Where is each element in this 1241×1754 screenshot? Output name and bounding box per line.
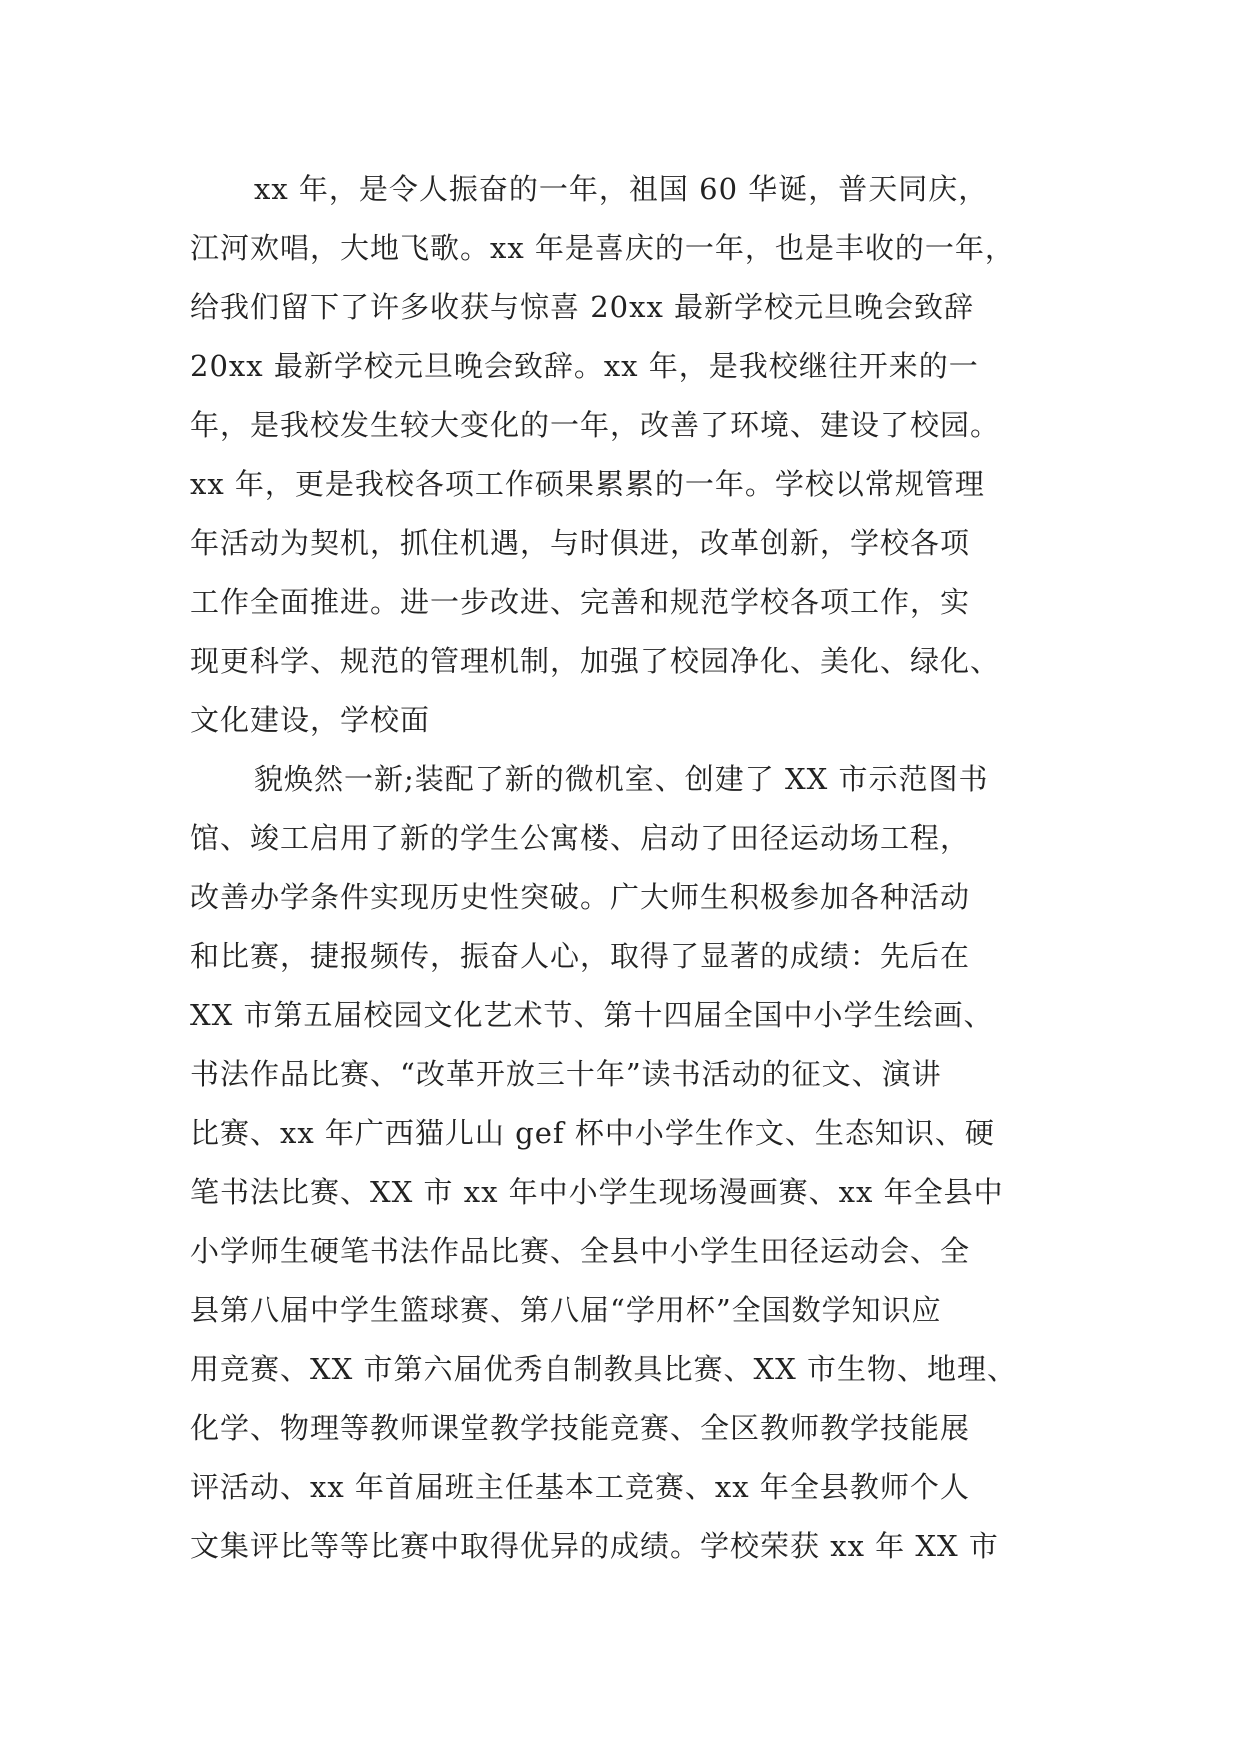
text-line: 比赛、xx 年广西猫儿山 gef 杯中小学生作文、生态知识、硬 [190, 1116, 995, 1150]
text-line: 评活动、xx 年首届班主任基本工竞赛、xx 年全县教师个人 [190, 1470, 970, 1504]
text-line: xx 年，更是我校各项工作硕果累累的一年。学校以常规管理 [190, 467, 985, 501]
text-line: xx 年，是令人振奋的一年，祖国 60 华诞，普天同庆， [254, 172, 989, 206]
text-line: 给我们留下了许多收获与惊喜 20xx 最新学校元旦晚会致辞 [190, 290, 975, 324]
text-line: 笔书法比赛、XX 市 xx 年中小学生现场漫画赛、xx 年全县中 [190, 1175, 1004, 1209]
text-line: 年，是我校发生较大变化的一年，改善了环境、建设了校园。 [190, 408, 1001, 442]
paragraph-2 [190, 750, 1090, 1576]
text-line: 年活动为契机，抓住机遇，与时俱进，改革创新，学校各项 [190, 526, 971, 560]
text-line: 小学师生硬笔书法作品比赛、全县中小学生田径运动会、全 [190, 1234, 971, 1268]
text-line: 书法作品比赛、“改革开放三十年”读书活动的征文、演讲 [190, 1057, 942, 1091]
text-line: 馆、竣工启用了新的学生公寓楼、启动了田径运动场工程， [190, 821, 971, 855]
text-line: XX 市第五届校园文化艺术节、第十四届全国中小学生绘画、 [190, 998, 994, 1032]
text-line: 用竞赛、XX 市第六届优秀自制教具比赛、XX 市生物、地理、 [190, 1352, 1018, 1386]
document-body [190, 160, 1090, 1576]
text-line: 工作全面推进。进一步改进、完善和规范学校各项工作，实 [190, 585, 971, 619]
text-line: 改善办学条件实现历史性突破。广大师生积极参加各种活动 [190, 880, 971, 914]
text-line: 江河欢唱，大地飞歌。xx 年是喜庆的一年，也是丰收的一年， [190, 231, 1015, 265]
text-line: 文化建设，学校面 [190, 703, 431, 737]
text-line: 现更科学、规范的管理机制，加强了校园净化、美化、绿化、 [190, 644, 1001, 678]
paragraph-1 [190, 160, 1090, 750]
text-line: 和比赛，捷报频传，振奋人心，取得了显著的成绩：先后在 [190, 939, 971, 973]
text-line: 化学、物理等教师课堂教学技能竞赛、全区教师教学技能展 [190, 1411, 971, 1445]
text-line: 县第八届中学生篮球赛、第八届“学用杯”全国数学知识应 [190, 1293, 942, 1327]
text-line: 20xx 最新学校元旦晚会致辞。xx 年，是我校继往开来的一 [190, 349, 979, 383]
text-line: 貌焕然一新;装配了新的微机室、创建了 XX 市示范图书 [254, 762, 989, 796]
text-line: 文集评比等等比赛中取得优异的成绩。学校荣获 xx 年 XX 市 [190, 1529, 999, 1563]
